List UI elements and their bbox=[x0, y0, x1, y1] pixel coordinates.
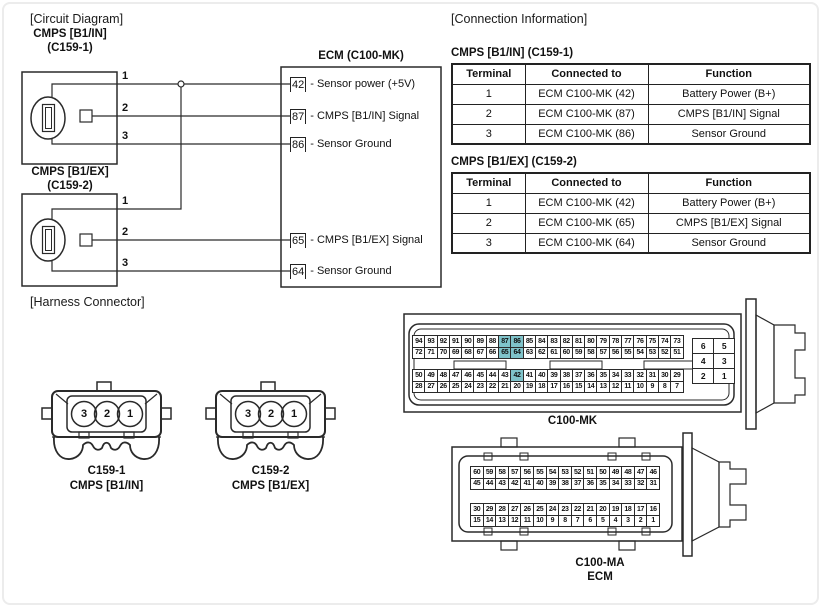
pin-cell-27: 27 bbox=[509, 504, 521, 515]
pin-cell-17: 17 bbox=[548, 382, 559, 393]
pin-cell-14: 14 bbox=[585, 382, 596, 393]
connection-table bbox=[451, 63, 811, 145]
c100ma-label: C100-MA bbox=[575, 557, 625, 569]
pin-cell-26: 26 bbox=[438, 382, 449, 393]
s1-wire2-digit: 2 bbox=[121, 102, 129, 114]
c159-1-pin3: 3 bbox=[80, 408, 88, 420]
pin-cell-91: 91 bbox=[450, 336, 461, 347]
pin-cell-30: 30 bbox=[659, 370, 670, 381]
pin-cell-42: 42 bbox=[509, 479, 521, 490]
ecm-pin-64-label: - Sensor Ground bbox=[310, 265, 392, 277]
c100ma-sublabel: ECM bbox=[587, 571, 613, 583]
table-cell: ECM C100-MK (42) bbox=[525, 193, 648, 213]
pin-cell-87: 87 bbox=[499, 336, 510, 347]
pin-cell-26: 26 bbox=[521, 504, 533, 515]
table-cell: ECM C100-MK (64) bbox=[525, 233, 648, 253]
manual-page bbox=[2, 2, 819, 605]
pin-cell-13: 13 bbox=[496, 516, 508, 527]
pin-cell-53: 53 bbox=[559, 467, 571, 478]
pin-cell-49: 49 bbox=[425, 370, 436, 381]
column-header: Connected to bbox=[525, 64, 648, 84]
pin-cell-20: 20 bbox=[597, 504, 609, 515]
pin-cell-24: 24 bbox=[462, 382, 473, 393]
pin-cell-75: 75 bbox=[647, 336, 658, 347]
pin-cell-10: 10 bbox=[634, 382, 645, 393]
pin-cell-44: 44 bbox=[487, 370, 498, 381]
pin-cell-15: 15 bbox=[471, 516, 483, 527]
pin-cell-50: 50 bbox=[597, 467, 609, 478]
c159-1-pin2: 2 bbox=[103, 408, 111, 420]
table-cell: 3 bbox=[452, 124, 525, 144]
pin-cell-3: 3 bbox=[622, 516, 634, 527]
pin-cell-71: 71 bbox=[425, 348, 436, 359]
pin-cell-20: 20 bbox=[511, 382, 522, 393]
pin-cell-11: 11 bbox=[622, 382, 633, 393]
table-cell: CMPS [B1/EX] Signal bbox=[648, 213, 810, 233]
c100mk-pin-grid-aux bbox=[692, 338, 735, 384]
pin-cell-10: 10 bbox=[534, 516, 546, 527]
c159-2-name-label: CMPS [B1/EX] bbox=[231, 480, 310, 492]
s1-wire1-digit: 1 bbox=[121, 70, 129, 82]
pin-cell-60: 60 bbox=[561, 348, 572, 359]
pin-cell-89: 89 bbox=[474, 336, 485, 347]
pin-cell-16: 16 bbox=[561, 382, 572, 393]
pin-cell-85: 85 bbox=[524, 336, 535, 347]
pin-cell-55: 55 bbox=[534, 467, 546, 478]
pin-cell-64: 64 bbox=[511, 348, 522, 359]
pin-cell-37: 37 bbox=[573, 370, 584, 381]
pin-cell-6: 6 bbox=[693, 339, 713, 353]
pin-cell-19: 19 bbox=[610, 504, 622, 515]
table-cell: ECM C100-MK (86) bbox=[525, 124, 648, 144]
ecm-pin-64 bbox=[290, 263, 392, 279]
pin-cell-46: 46 bbox=[462, 370, 473, 381]
column-header: Terminal bbox=[452, 173, 525, 193]
table-cell: 1 bbox=[452, 84, 525, 104]
c100mk-pin-grid-bottom bbox=[412, 369, 684, 393]
pin-cell-72: 72 bbox=[413, 348, 424, 359]
pin-cell-93: 93 bbox=[425, 336, 436, 347]
pin-cell-6: 6 bbox=[584, 516, 596, 527]
pin-cell-52: 52 bbox=[572, 467, 584, 478]
pin-cell-9: 9 bbox=[647, 382, 658, 393]
pin-cell-34: 34 bbox=[610, 479, 622, 490]
pin-cell-52: 52 bbox=[659, 348, 670, 359]
pin-cell-60: 60 bbox=[471, 467, 483, 478]
c159-1-code-label: C159-1 bbox=[87, 465, 126, 477]
s2-wire2-digit: 2 bbox=[121, 226, 129, 238]
table-cell: 2 bbox=[452, 213, 525, 233]
pin-cell-11: 11 bbox=[521, 516, 533, 527]
column-header: Connected to bbox=[525, 173, 648, 193]
pin-cell-5: 5 bbox=[597, 516, 609, 527]
pin-cell-36: 36 bbox=[585, 370, 596, 381]
pin-cell-81: 81 bbox=[573, 336, 584, 347]
ecm-pin-42-number: 42 bbox=[292, 78, 305, 91]
c159-1-pin1: 1 bbox=[126, 408, 134, 420]
c159-2-pin3: 3 bbox=[244, 408, 252, 420]
pin-cell-41: 41 bbox=[521, 479, 533, 490]
pin-cell-76: 76 bbox=[634, 336, 645, 347]
pin-cell-33: 33 bbox=[622, 479, 634, 490]
table-row bbox=[452, 233, 810, 253]
pin-cell-5: 5 bbox=[714, 339, 734, 353]
ecm-pin-87-number: 87 bbox=[292, 110, 305, 123]
table-cell: 2 bbox=[452, 104, 525, 124]
pin-cell-32: 32 bbox=[635, 479, 647, 490]
table-cell: 3 bbox=[452, 233, 525, 253]
pin-cell-77: 77 bbox=[622, 336, 633, 347]
pin-cell-23: 23 bbox=[559, 504, 571, 515]
c159-2-pin1: 1 bbox=[290, 408, 298, 420]
pin-cell-27: 27 bbox=[425, 382, 436, 393]
table-cell: Battery Power (B+) bbox=[648, 84, 810, 104]
pin-cell-88: 88 bbox=[487, 336, 498, 347]
pin-cell-7: 7 bbox=[671, 382, 682, 393]
c159-2-code-label: C159-2 bbox=[251, 465, 290, 477]
table-cell: 1 bbox=[452, 193, 525, 213]
pin-cell-29: 29 bbox=[484, 504, 496, 515]
pin-cell-35: 35 bbox=[597, 370, 608, 381]
pin-cell-67: 67 bbox=[474, 348, 485, 359]
pin-cell-51: 51 bbox=[671, 348, 682, 359]
pin-cell-17: 17 bbox=[635, 504, 647, 515]
ecm-pin-64-number: 64 bbox=[292, 265, 305, 278]
sensor2-code: (C159-2) bbox=[47, 180, 93, 192]
pin-cell-80: 80 bbox=[585, 336, 596, 347]
pin-cell-9: 9 bbox=[547, 516, 559, 527]
c100ma-pin-grid-bottom bbox=[470, 503, 660, 527]
ecm-pin-86 bbox=[290, 136, 392, 152]
pin-cell-18: 18 bbox=[536, 382, 547, 393]
pin-cell-19: 19 bbox=[524, 382, 535, 393]
pin-cell-38: 38 bbox=[559, 479, 571, 490]
pin-cell-43: 43 bbox=[499, 370, 510, 381]
pin-cell-8: 8 bbox=[659, 382, 670, 393]
table-cell: ECM C100-MK (65) bbox=[525, 213, 648, 233]
connection-table-c159-2 bbox=[451, 172, 811, 254]
pin-cell-46: 46 bbox=[647, 467, 659, 478]
pin-cell-29: 29 bbox=[671, 370, 682, 381]
ecm-pin-65-label: - CMPS [B1/EX] Signal bbox=[310, 234, 423, 246]
table-cell: Sensor Ground bbox=[648, 233, 810, 253]
pin-cell-66: 66 bbox=[487, 348, 498, 359]
connection-table bbox=[451, 172, 811, 254]
pin-cell-50: 50 bbox=[413, 370, 424, 381]
pin-cell-38: 38 bbox=[561, 370, 572, 381]
pin-cell-31: 31 bbox=[647, 479, 659, 490]
pin-cell-28: 28 bbox=[413, 382, 424, 393]
column-header: Terminal bbox=[452, 64, 525, 84]
pin-cell-24: 24 bbox=[547, 504, 559, 515]
pin-cell-58: 58 bbox=[585, 348, 596, 359]
table-cell: CMPS [B1/IN] Signal bbox=[648, 104, 810, 124]
pin-cell-4: 4 bbox=[693, 354, 713, 368]
pin-cell-36: 36 bbox=[584, 479, 596, 490]
pin-cell-86: 86 bbox=[511, 336, 522, 347]
pin-cell-2: 2 bbox=[693, 369, 713, 383]
pin-cell-22: 22 bbox=[572, 504, 584, 515]
table-row bbox=[452, 104, 810, 124]
pin-cell-39: 39 bbox=[547, 479, 559, 490]
pin-cell-44: 44 bbox=[484, 479, 496, 490]
pin-cell-45: 45 bbox=[474, 370, 485, 381]
pin-cell-42: 42 bbox=[511, 370, 522, 381]
pin-cell-21: 21 bbox=[499, 382, 510, 393]
sensor1-name: CMPS [B1/IN] bbox=[33, 28, 107, 40]
pin-cell-62: 62 bbox=[536, 348, 547, 359]
column-header: Function bbox=[648, 173, 810, 193]
pin-cell-8: 8 bbox=[559, 516, 571, 527]
pin-cell-2: 2 bbox=[635, 516, 647, 527]
pin-cell-47: 47 bbox=[450, 370, 461, 381]
column-header: Function bbox=[648, 64, 810, 84]
connection-info-heading: [Connection Information] bbox=[451, 12, 588, 26]
pin-cell-48: 48 bbox=[622, 467, 634, 478]
pin-cell-4: 4 bbox=[610, 516, 622, 527]
pin-cell-56: 56 bbox=[521, 467, 533, 478]
pin-cell-92: 92 bbox=[438, 336, 449, 347]
pin-cell-70: 70 bbox=[438, 348, 449, 359]
pin-cell-1: 1 bbox=[714, 369, 734, 383]
harness-connector-heading: [Harness Connector] bbox=[30, 295, 145, 309]
pin-cell-7: 7 bbox=[572, 516, 584, 527]
s2-wire1-digit: 1 bbox=[121, 195, 129, 207]
pin-cell-12: 12 bbox=[509, 516, 521, 527]
text-layer bbox=[4, 4, 817, 603]
pin-cell-12: 12 bbox=[610, 382, 621, 393]
pin-cell-1: 1 bbox=[647, 516, 659, 527]
c100mk-label: C100-MK bbox=[547, 415, 598, 427]
pin-cell-13: 13 bbox=[597, 382, 608, 393]
table-row bbox=[452, 193, 810, 213]
pin-cell-37: 37 bbox=[572, 479, 584, 490]
pin-cell-74: 74 bbox=[659, 336, 670, 347]
connection-table-c159-1 bbox=[451, 63, 811, 145]
table-cell: ECM C100-MK (87) bbox=[525, 104, 648, 124]
pin-cell-31: 31 bbox=[647, 370, 658, 381]
table-row bbox=[452, 124, 810, 144]
pin-cell-63: 63 bbox=[524, 348, 535, 359]
ecm-pin-65-number: 65 bbox=[292, 234, 305, 247]
table-row bbox=[452, 84, 810, 104]
pin-cell-3: 3 bbox=[714, 354, 734, 368]
pin-cell-47: 47 bbox=[635, 467, 647, 478]
pin-cell-33: 33 bbox=[622, 370, 633, 381]
table-row bbox=[452, 213, 810, 233]
pin-cell-18: 18 bbox=[622, 504, 634, 515]
pin-cell-43: 43 bbox=[496, 479, 508, 490]
pin-cell-51: 51 bbox=[584, 467, 596, 478]
ecm-pin-86-number: 86 bbox=[292, 138, 305, 151]
table-cell: Battery Power (B+) bbox=[648, 193, 810, 213]
pin-cell-16: 16 bbox=[647, 504, 659, 515]
pin-cell-59: 59 bbox=[484, 467, 496, 478]
ecm-pin-87 bbox=[290, 108, 419, 124]
pin-cell-65: 65 bbox=[499, 348, 510, 359]
sensor1-code: (C159-1) bbox=[47, 42, 93, 54]
pin-cell-40: 40 bbox=[534, 479, 546, 490]
ecm-title: ECM (C100-MK) bbox=[318, 50, 404, 62]
pin-cell-90: 90 bbox=[462, 336, 473, 347]
pin-cell-49: 49 bbox=[610, 467, 622, 478]
s1-wire3-digit: 3 bbox=[121, 130, 129, 142]
s2-wire3-digit: 3 bbox=[121, 257, 129, 269]
pin-cell-25: 25 bbox=[450, 382, 461, 393]
pin-cell-54: 54 bbox=[547, 467, 559, 478]
pin-cell-23: 23 bbox=[474, 382, 485, 393]
ecm-pin-42-label: - Sensor power (+5V) bbox=[310, 78, 416, 90]
ecm-pin-65 bbox=[290, 232, 423, 248]
pin-cell-78: 78 bbox=[610, 336, 621, 347]
pin-cell-21: 21 bbox=[584, 504, 596, 515]
sensor2-name: CMPS [B1/EX] bbox=[31, 166, 109, 178]
pin-cell-15: 15 bbox=[573, 382, 584, 393]
c100mk-pin-grid-top bbox=[412, 335, 684, 359]
c100ma-pin-grid-top bbox=[470, 466, 660, 490]
pin-cell-57: 57 bbox=[597, 348, 608, 359]
pin-cell-84: 84 bbox=[536, 336, 547, 347]
table-cell: Sensor Ground bbox=[648, 124, 810, 144]
pin-cell-25: 25 bbox=[534, 504, 546, 515]
ecm-pin-42 bbox=[290, 76, 415, 92]
c159-2-pin2: 2 bbox=[267, 408, 275, 420]
ecm-pin-86-label: - Sensor Ground bbox=[310, 138, 392, 150]
pin-cell-83: 83 bbox=[548, 336, 559, 347]
ecm-pin-87-label: - CMPS [B1/IN] Signal bbox=[310, 110, 420, 122]
pin-cell-58: 58 bbox=[496, 467, 508, 478]
pin-cell-14: 14 bbox=[484, 516, 496, 527]
pin-cell-69: 69 bbox=[450, 348, 461, 359]
pin-cell-68: 68 bbox=[462, 348, 473, 359]
pin-cell-57: 57 bbox=[509, 467, 521, 478]
pin-cell-61: 61 bbox=[548, 348, 559, 359]
circuit-diagram-heading: [Circuit Diagram] bbox=[30, 12, 124, 26]
pin-cell-79: 79 bbox=[597, 336, 608, 347]
pin-cell-73: 73 bbox=[671, 336, 682, 347]
pin-cell-82: 82 bbox=[561, 336, 572, 347]
pin-cell-94: 94 bbox=[413, 336, 424, 347]
pin-cell-48: 48 bbox=[438, 370, 449, 381]
pin-cell-35: 35 bbox=[597, 479, 609, 490]
pin-cell-39: 39 bbox=[548, 370, 559, 381]
pin-cell-41: 41 bbox=[524, 370, 535, 381]
pin-cell-40: 40 bbox=[536, 370, 547, 381]
table-cell: ECM C100-MK (42) bbox=[525, 84, 648, 104]
pin-cell-28: 28 bbox=[496, 504, 508, 515]
pin-cell-32: 32 bbox=[634, 370, 645, 381]
table2-caption: CMPS [B1/EX] (C159-2) bbox=[451, 156, 577, 168]
pin-cell-45: 45 bbox=[471, 479, 483, 490]
table1-caption: CMPS [B1/IN] (C159-1) bbox=[451, 47, 574, 59]
pin-cell-34: 34 bbox=[610, 370, 621, 381]
c159-1-name-label: CMPS [B1/IN] bbox=[69, 480, 144, 492]
pin-cell-56: 56 bbox=[610, 348, 621, 359]
pin-cell-55: 55 bbox=[622, 348, 633, 359]
pin-cell-22: 22 bbox=[487, 382, 498, 393]
pin-cell-54: 54 bbox=[634, 348, 645, 359]
pin-cell-30: 30 bbox=[471, 504, 483, 515]
pin-cell-59: 59 bbox=[573, 348, 584, 359]
pin-cell-53: 53 bbox=[647, 348, 658, 359]
